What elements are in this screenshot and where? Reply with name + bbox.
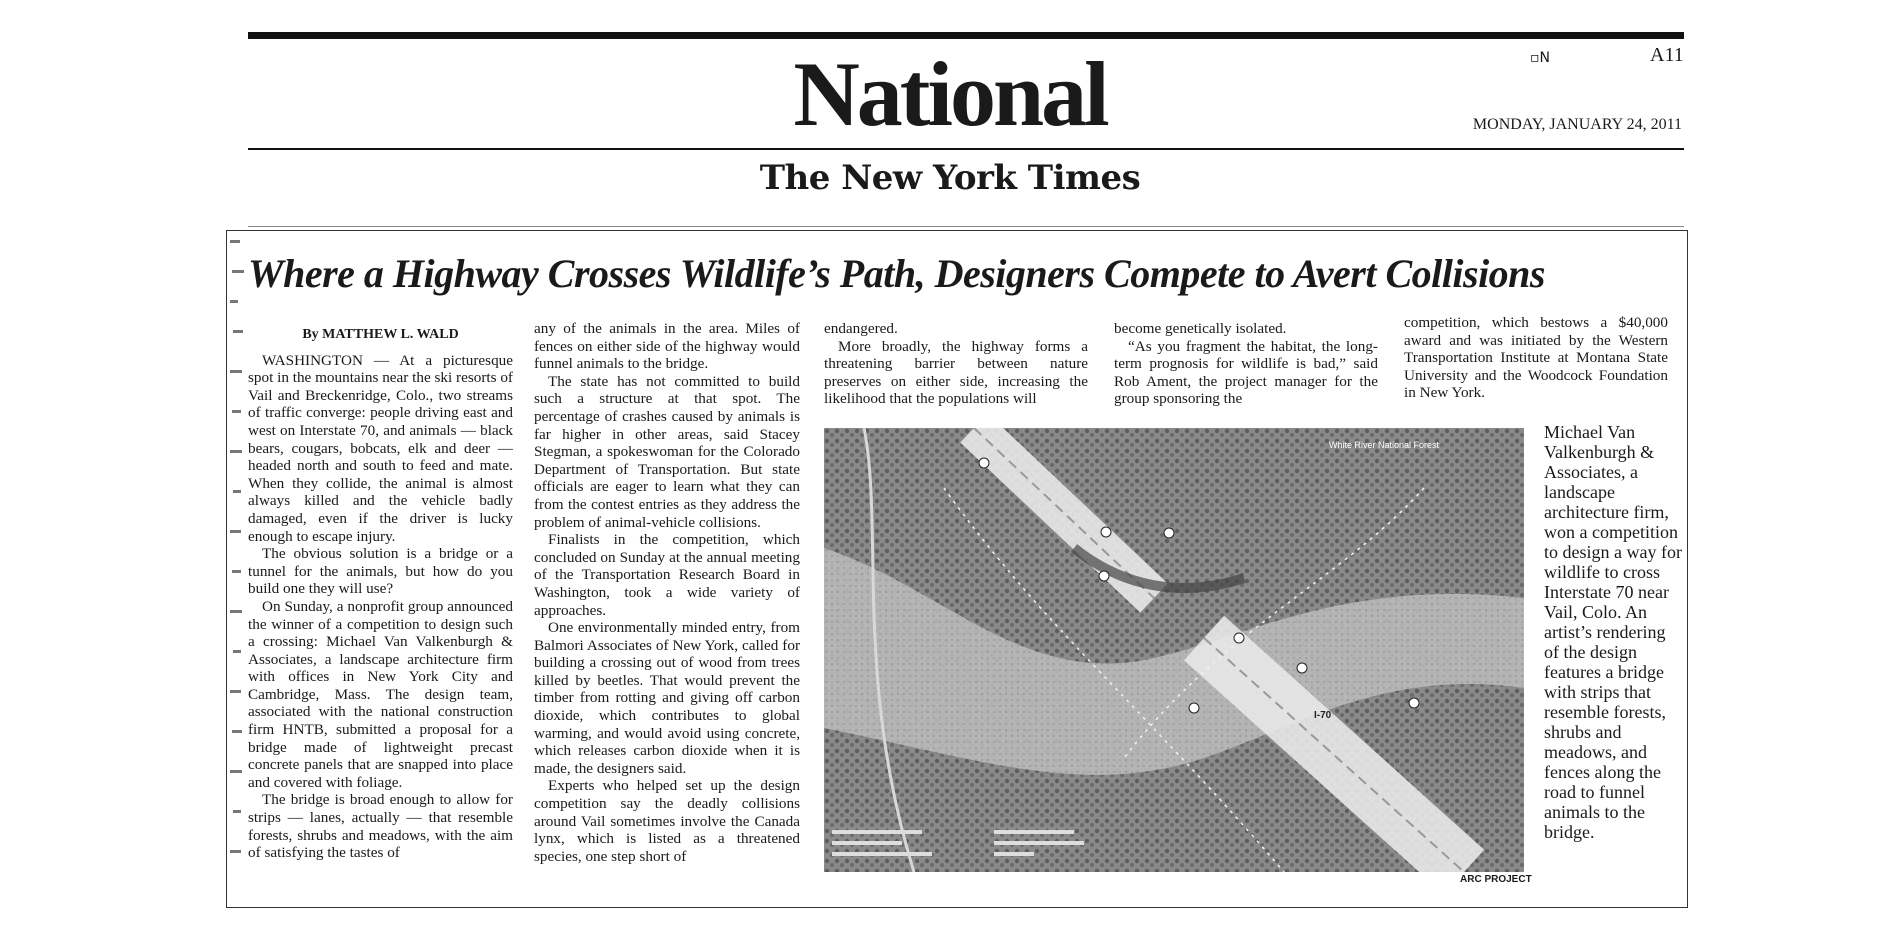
- edition-mark: ▫N: [1530, 50, 1550, 66]
- paragraph: More broadly, the highway forms a threatening barrier between nature preserves on either side, increasing the likelihood that the populations will: [824, 337, 1088, 408]
- paragraph: “As you fragment the habitat, the long-term prognosis for wildlife is bad,” said Rob Ament, the project manager for the group sponsoring the: [1114, 337, 1378, 408]
- article-column-5: [1404, 314, 1668, 402]
- forest-map-label: White River National Forest: [1329, 440, 1440, 450]
- paragraph: The obvious solution is a bridge or a tunnel for the animals, but how do you build one they will use?: [248, 545, 513, 598]
- article-headline: Where a Highway Crosses Wildlife’s Path, Designers Compete to Avert Collisions: [248, 251, 1545, 296]
- paragraph: Finalists in the competition, which concluded on Sunday at the annual meeting of the Transportation Research Board in Washington, took a wide variety of approaches.: [534, 531, 800, 619]
- paragraph: The state has not committed to build such a structure at that spot. The percentage of crashes caused by animals is far higher in other areas, said Stacey Stegman, a spokeswoman for the Colorado Department of Transportation. But state officials are eager to learn what they can from the contest entries as they address the problem of animal-vehicle collisions.: [534, 372, 800, 531]
- header-rule: [248, 148, 1684, 150]
- top-thick-rule: [248, 32, 1684, 39]
- paragraph: On Sunday, a nonprofit group announced the winner of a competition to design such a crossing: Michael Van Valkenburgh & Associates, a landscape architecture firm with offices in New York City and Cambridge, Mass. The design team, associated with the national construction firm HNTB, submitted a proposal for a bridge made of lightweight precast concrete panels that are snapped into place and covered with foliage.: [248, 597, 513, 791]
- article-column-4: [1114, 320, 1378, 408]
- article-column-2: [534, 320, 800, 865]
- photo-caption: Michael Van Valkenburgh & Associates, a landscape architecture firm, won a competition to design a way for wildlife to cross Interstate 70 near Vail, Colo. An artist’s rendering of the design features a bridge with strips that resemble forests, shrubs and meadows, and fences along the road to funnel animals to the bridge.: [1544, 422, 1682, 842]
- paragraph: become genetically isolated.: [1114, 320, 1287, 337]
- article-column-1: [248, 326, 513, 862]
- paragraph: competition, which bestows a $40,000 award and was initiated by the Western Transportation Institute at Montana State University and the Woodcock Foundation in New York.: [1404, 314, 1668, 402]
- article-column-3: [824, 320, 1088, 408]
- byline: By MATTHEW L. WALD: [302, 327, 459, 342]
- section-title: National: [793, 43, 1107, 145]
- header-dashed-rule: [248, 226, 1684, 227]
- photo-credit: ARC PROJECT: [1460, 874, 1532, 885]
- page-number: A11: [1650, 44, 1684, 66]
- paragraph: One environmentally minded entry, from Balmori Associates of New York, called for building a crossing out of wood from trees killed by beetles. That would prevent the timber from rotting and giving off carbon dioxide, which contributes to global warming, and would avoid using concrete, which releases carbon dioxide when it is made, the designers said.: [534, 619, 800, 777]
- paragraph: The bridge is broad enough to allow for strips — lanes, actually — that resemble forests, shrubs and meadows, with the aim of satisfying the tastes of: [248, 791, 513, 862]
- paragraph: Experts who helped set up the design competition say the deadly collisions around Vail sometimes involve the Canada lynx, which is listed as a threatened species, one step short of: [534, 777, 800, 865]
- paragraph: endangered.: [824, 320, 898, 337]
- aerial-rendering-image: [824, 428, 1524, 872]
- paragraph: WASHINGTON — At a picturesque spot in the mountains near the ski resorts of Vail and Breckenridge, Colo., two streams of traffic converge: people driving east and west on Interstate 70, and animals — black bears, cougars, bobcats, elk and deer — headed north and south to feed and mate. When they collide, the animal is almost always killed and the vehicle badly damaged, even if the driver is lucky enough to escape injury.: [248, 351, 513, 545]
- date-line: MONDAY, JANUARY 24, 2011: [1472, 116, 1682, 133]
- highway-map-label: I-70: [1314, 710, 1332, 721]
- newspaper-name: The New York Times: [759, 158, 1141, 198]
- margin-scan-marks: [228, 230, 250, 890]
- paragraph: any of the animals in the area. Miles of fences on either side of the highway would funnel animals to the bridge.: [534, 320, 800, 373]
